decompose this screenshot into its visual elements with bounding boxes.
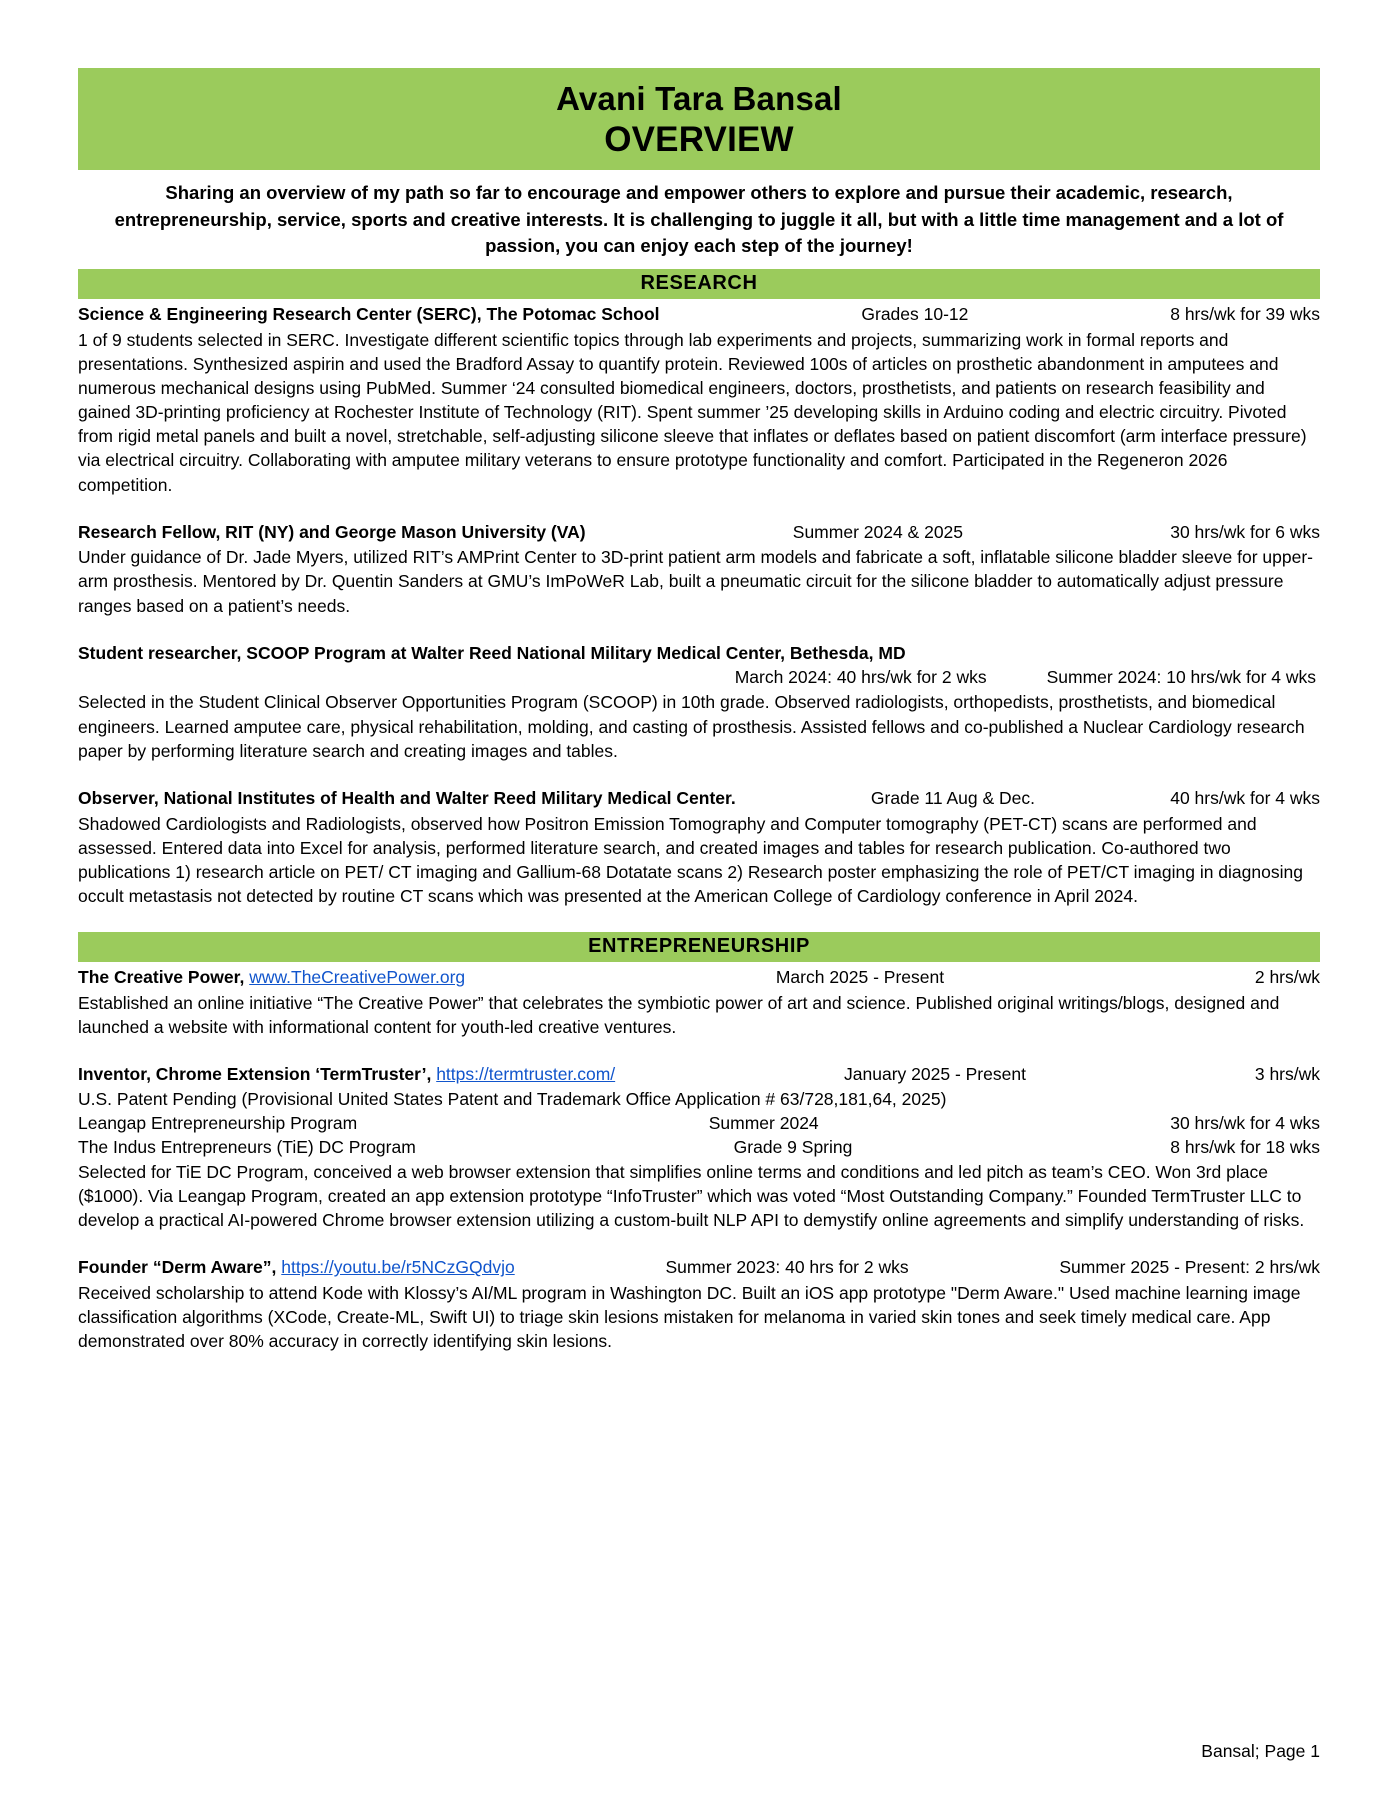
- entry-hours: 2 hrs/wk: [1254, 967, 1320, 988]
- entry-subline-leangap: [78, 1111, 1320, 1135]
- entry-hours: 30 hrs/wk for 6 wks: [1170, 521, 1320, 542]
- entry-header: [78, 303, 1320, 327]
- entry-title: Observer, National Institutes of Health and Walter Reed Military Medical Center.: [78, 787, 736, 808]
- entry-title: The Creative Power,: [78, 967, 245, 988]
- document-subtitle: OVERVIEW: [604, 119, 794, 159]
- entry-dates: March 2025 - Present: [775, 967, 945, 988]
- page-footer: Bansal; Page 1: [1201, 1741, 1320, 1761]
- section-heading-research: RESEARCH: [78, 269, 1320, 299]
- page-title: Avani Tara Bansal: [556, 80, 842, 117]
- subline-hours: 8 hrs/wk for 18 wks: [1170, 1136, 1320, 1157]
- entry-dates-row: [78, 665, 1320, 689]
- entry-title: Founder “Derm Aware”,: [78, 1257, 277, 1278]
- subline-text: The Indus Entrepreneurs (TiE) DC Program: [78, 1136, 416, 1157]
- entry-dates-primary: March 2024: 40 hrs/wk for 2 wks: [734, 667, 987, 688]
- subline-hours: 30 hrs/wk for 4 wks: [1170, 1112, 1320, 1133]
- entry-title: Student researcher, SCOOP Program at Walter Reed National Military Medical Center, Bethesda, MD: [78, 642, 906, 663]
- subline-text: Leangap Entrepreneurship Program: [78, 1112, 358, 1133]
- entry-dates: Grade 11 Aug & Dec.: [870, 787, 1036, 808]
- entry-description: Received scholarship to attend Kode with Klossy’s AI/ML program in Washington DC. Built an iOS app prototype "Derm Aware." Used machine learning image classification algorithms (XCode, Create-ML, Swift UI) to triage skin lesions mistaken for melanoma in varied skin tones and seek timely medical care. App demonstrated over 80% accuracy in correctly identifying skin lesions.: [78, 1283, 1301, 1352]
- subline-text: U.S. Patent Pending (Provisional United States Patent and Trademark Office Application # 63/728,181,64, 2025): [78, 1088, 947, 1109]
- entry-description: 1 of 9 students selected in SERC. Investigate different scientific topics through lab experiments and projects, summarizing work in formal reports and presentations. Synthesized aspirin and used the Bradford Assay to quantify protein. Reviewed 100s of articles on prosthetic abandonment in amputees and numerous mechanical designs using PubMed. Summer ‘24 consulted biomedical engineers, doctors, prosthetists, and patients on research feasibility and gained 3D-printing proficiency at Rochester Institute of Technology (RIT). Spent summer ’25 developing skills in Arduino coding and electric circuitry. Pivoted from rigid metal panels and built a novel, stretchable, self-adjusting silicone sleeve that inflates or deflates based on patient discomfort (arm interface pressure) via electrical circuitry. Collaborating with amputee military veterans to ensure prototype functionality and comfort. Participated in the Regeneron 2026 competition.: [78, 329, 1307, 495]
- entry-hours: Summer 2025 - Present: 2 hrs/wk: [1059, 1257, 1320, 1278]
- entrepreneurship-entry-creative-power: [78, 966, 1320, 1039]
- entry-dates-secondary: Summer 2024: 10 hrs/wk for 4 wks: [1046, 667, 1316, 688]
- research-entry-observer: [78, 787, 1320, 908]
- entry-subline-patent: [78, 1087, 1320, 1111]
- entrepreneurship-entry-derm-aware: [78, 1256, 1320, 1353]
- entry-dates: January 2025 - Present: [844, 1063, 1026, 1084]
- entry-header: [78, 1063, 1320, 1087]
- research-entry-scoop: [78, 642, 1320, 763]
- research-entry-research-fellow: [78, 521, 1320, 618]
- subline-dates: Summer 2024: [708, 1112, 819, 1133]
- creative-power-link[interactable]: www.TheCreativePower.org: [249, 967, 466, 988]
- research-entry-serc: [78, 303, 1320, 497]
- section-heading-entrepreneurship: ENTREPRENEURSHIP: [78, 932, 1320, 962]
- entry-description: Selected for TiE DC Program, conceived a web browser extension that simplifies online terms and conditions and led pitch as team’s CEO. Won 3rd place ($1000). Via Leangap Program, created an app extension prototype “InfoTruster” which was voted “Most Outstanding Company.” Founded TermTruster LLC to develop a practical AI-powered Chrome browser extension utilizing a custom-built NLP API to demystify online agreements and simplify understanding of risks.: [78, 1162, 1305, 1231]
- subline-dates: Grade 9 Spring: [733, 1136, 853, 1157]
- entry-dates: Summer 2024 & 2025: [792, 521, 964, 542]
- entry-hours: 40 hrs/wk for 4 wks: [1170, 787, 1320, 808]
- entry-header: [78, 521, 1320, 545]
- entry-dates: Grades 10-12: [861, 304, 969, 325]
- entry-description: Established an online initiative “The Creative Power” that celebrates the symbiotic power of art and science. Published original writings/blogs, designed and launched a website with informational content for youth-led creative ventures.: [78, 992, 1280, 1037]
- document-header-band: [78, 68, 1320, 170]
- entry-header: [78, 642, 1320, 666]
- entry-hours: 3 hrs/wk: [1254, 1063, 1320, 1084]
- section-spacer: [78, 908, 1320, 930]
- entry-title: Research Fellow, RIT (NY) and George Mason University (VA): [78, 521, 586, 542]
- entry-description: Selected in the Student Clinical Observer Opportunities Program (SCOOP) in 10th grade. Observed radiologists, orthopedists, prosthetists, and biomedical engineers. Learned amputee care, physical rehabilitation, molding, and casting of prosthesis. Assisted fellows and co-published a Nuclear Cardiology research paper by performing literature search and creating images and tables.: [78, 692, 1305, 761]
- entry-description: Under guidance of Dr. Jade Myers, utilized RIT’s AMPrint Center to 3D-print patient arm models and fabricate a soft, inflatable silicone bladder sleeve for upper-arm prosthesis. Mentored by Dr. Quentin Sanders at GMU’s ImPoWeR Lab, built a pneumatic circuit for the silicone bladder to automatically adjust pressure ranges based on a patient’s needs.: [78, 547, 1314, 616]
- derm-aware-link[interactable]: https://youtu.be/r5NCzGQdvjo: [281, 1257, 515, 1278]
- entry-header: [78, 787, 1320, 811]
- entry-header: [78, 1256, 1320, 1280]
- entry-description: Shadowed Cardiologists and Radiologists, observed how Positron Emission Tomography and Computer tomography (PET-CT) scans are performed and assessed. Entered data into Excel for analysis, performed literature search, and created images and tables for research publication. Co-authored two publications 1) research article on PET/ CT imaging and Gallium-68 Dotatate scans 2) Research poster emphasizing the role of PET/CT imaging in diagnosing occult metastasis not detected by routine CT scans which was presented at the American College of Cardiology conference in April 2024.: [78, 813, 1303, 906]
- entry-title: Science & Engineering Research Center (SERC), The Potomac School: [78, 304, 660, 325]
- entry-dates: Summer 2023: 40 hrs for 2 wks: [665, 1257, 909, 1278]
- termtruster-link[interactable]: https://termtruster.com/: [436, 1063, 616, 1084]
- entry-hours: 8 hrs/wk for 39 wks: [1170, 304, 1320, 325]
- entrepreneurship-entry-termtruster: [78, 1063, 1320, 1232]
- entry-header: [78, 966, 1320, 990]
- entry-title: Inventor, Chrome Extension ‘TermTruster’,: [78, 1063, 432, 1084]
- entry-subline-tie: [78, 1135, 1320, 1159]
- intro-paragraph: Sharing an overview of my path so far to encourage and empower others to explore and pursue their academic, research, entrepreneurship, service, sports and creative interests. It is challenging to juggle it all, but with a little time management and a lot of passion, you can enjoy each step of the journey!: [114, 182, 1284, 256]
